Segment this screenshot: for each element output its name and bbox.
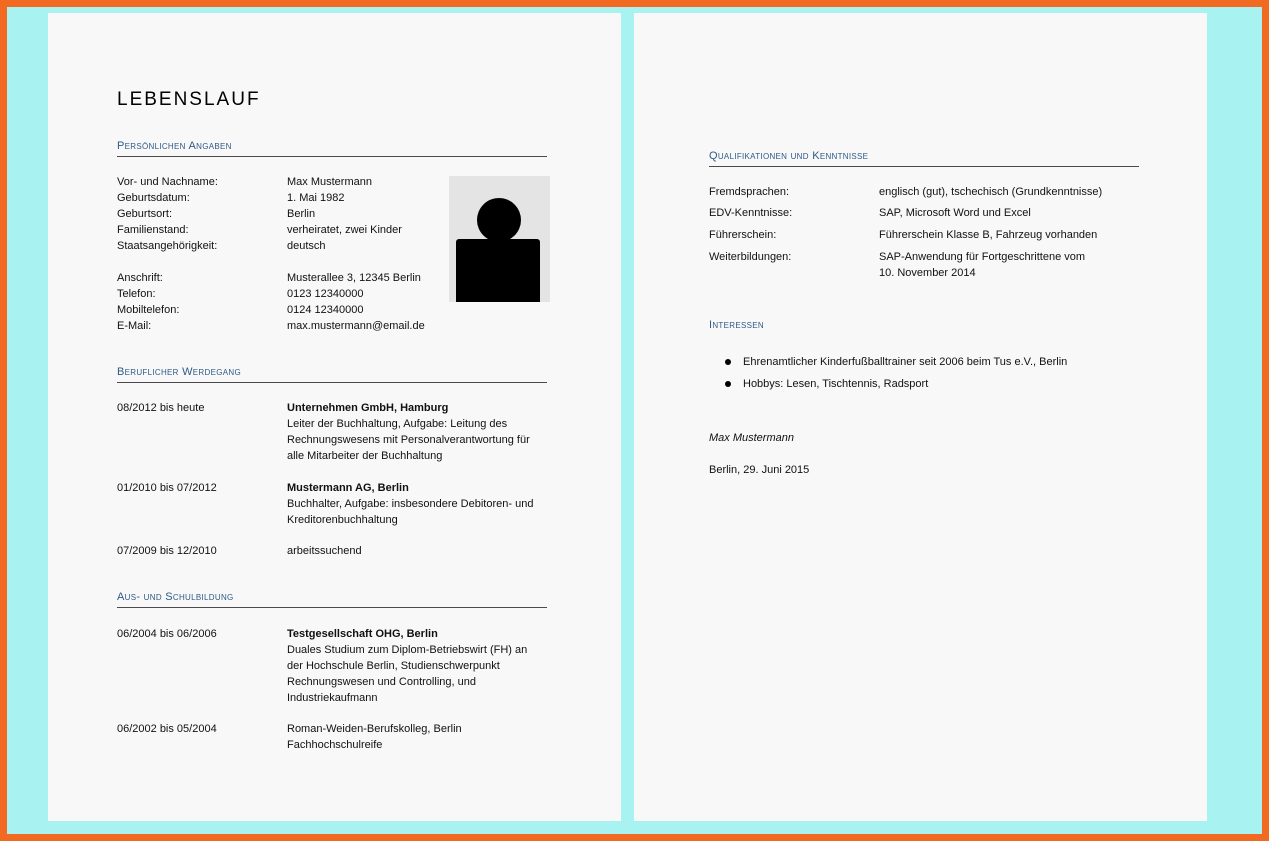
section-heading-career: Beruflicher Werdegang (117, 366, 547, 383)
career-organization: Mustermann AG, Berlin (287, 482, 409, 494)
career-period: 07/2009 bis 12/2010 (117, 545, 217, 557)
field-label: Geburtsdatum: (117, 192, 190, 204)
field-label: Familienstand: (117, 224, 189, 236)
career-period: 08/2012 bis heute (117, 402, 205, 414)
contact-value: 0124 12340000 (287, 304, 364, 316)
field-label: Vor- und Nachname: (117, 176, 218, 188)
bullet-icon (725, 381, 731, 387)
field-value: deutsch (287, 240, 326, 252)
career-description-line: Kreditorenbuchhaltung (287, 514, 398, 526)
signature-name: Max Mustermann (709, 432, 794, 444)
education-description-line: Rechnungswesen und Controlling, und (287, 676, 476, 688)
contact-label: Anschrift: (117, 272, 163, 284)
section-heading-education: Aus- und Schulbildung (117, 591, 547, 608)
background-frame (7, 7, 1262, 834)
education-period: 06/2002 bis 05/2004 (117, 723, 217, 735)
field-label: Geburtsort: (117, 208, 173, 220)
qualification-value: SAP, Microsoft Word und Excel (879, 207, 1031, 219)
education-description-line: Roman-Weiden-Berufskolleg, Berlin (287, 723, 462, 735)
contact-label: Telefon: (117, 288, 156, 300)
education-description-line: Industriekaufmann (287, 692, 378, 704)
section-heading-personal: Persönlichen Angaben (117, 140, 547, 157)
section-heading-qualifications: Qualifikationen und Kenntnisse (709, 150, 1139, 167)
career-description-line: Leiter der Buchhaltung, Aufgabe: Leitung des (287, 418, 508, 430)
qualification-value: Führerschein Klasse B, Fahrzeug vorhanden (879, 229, 1098, 241)
career-description-line: Rechnungswesens mit Personalverantwortung für (287, 434, 530, 446)
education-description-line: der Hochschule Berlin, Studienschwerpunkt (287, 660, 500, 672)
page-right (634, 13, 1207, 821)
qualification-value: SAP-Anwendung für Fortgeschrittene vom (879, 251, 1086, 263)
interest-item: Hobbys: Lesen, Tischtennis, Radsport (743, 378, 929, 390)
document-title: LEBENSLAUF (117, 89, 261, 110)
silhouette-head (477, 198, 521, 242)
field-value: 1. Mai 1982 (287, 192, 345, 204)
career-description-line: Buchhalter, Aufgabe: insbesondere Debitoren- und (287, 498, 534, 510)
contact-value: Musterallee 3, 12345 Berlin (287, 272, 421, 284)
section-heading-interests: Interessen (709, 319, 764, 331)
field-value: Berlin (287, 208, 316, 220)
career-description-line: arbeitssuchend (287, 545, 362, 557)
education-institution: Testgesellschaft OHG, Berlin (287, 628, 438, 640)
career-organization: Unternehmen GmbH, Hamburg (287, 402, 449, 414)
interest-item: Ehrenamtlicher Kinderfußballtrainer seit 2006 beim Tus e.V., Berlin (743, 356, 1068, 368)
education-description-line: Fachhochschulreife (287, 739, 383, 751)
qualification-label: Fremdsprachen: (709, 186, 790, 198)
qualification-label: Führerschein: (709, 229, 777, 241)
field-label: Staatsangehörigkeit: (117, 240, 218, 252)
qualification-label: Weiterbildungen: (709, 251, 792, 263)
field-value: Max Mustermann (287, 176, 372, 188)
contact-label: Mobiltelefon: (117, 304, 180, 316)
qualification-value: englisch (gut), tschechisch (Grundkenntnisse) (879, 186, 1103, 198)
qualification-value: 10. November 2014 (879, 267, 976, 279)
place-date: Berlin, 29. Juni 2015 (709, 464, 810, 476)
contact-label: E-Mail: (117, 320, 152, 332)
contact-value: 0123 12340000 (287, 288, 364, 300)
qualification-label: EDV-Kenntnisse: (709, 207, 793, 219)
education-description-line: Duales Studium zum Diplom-Betriebswirt (FH) an (287, 644, 528, 656)
silhouette-body (456, 239, 540, 302)
career-period: 01/2010 bis 07/2012 (117, 482, 217, 494)
field-value: verheiratet, zwei Kinder (287, 224, 402, 236)
career-description-line: alle Mitarbeiter der Buchhaltung (287, 450, 443, 462)
education-period: 06/2004 bis 06/2006 (117, 628, 217, 640)
bullet-icon (725, 359, 731, 365)
contact-value: max.mustermann@email.de (287, 320, 425, 332)
page-left (48, 13, 621, 821)
profile-photo-placeholder (449, 176, 550, 302)
